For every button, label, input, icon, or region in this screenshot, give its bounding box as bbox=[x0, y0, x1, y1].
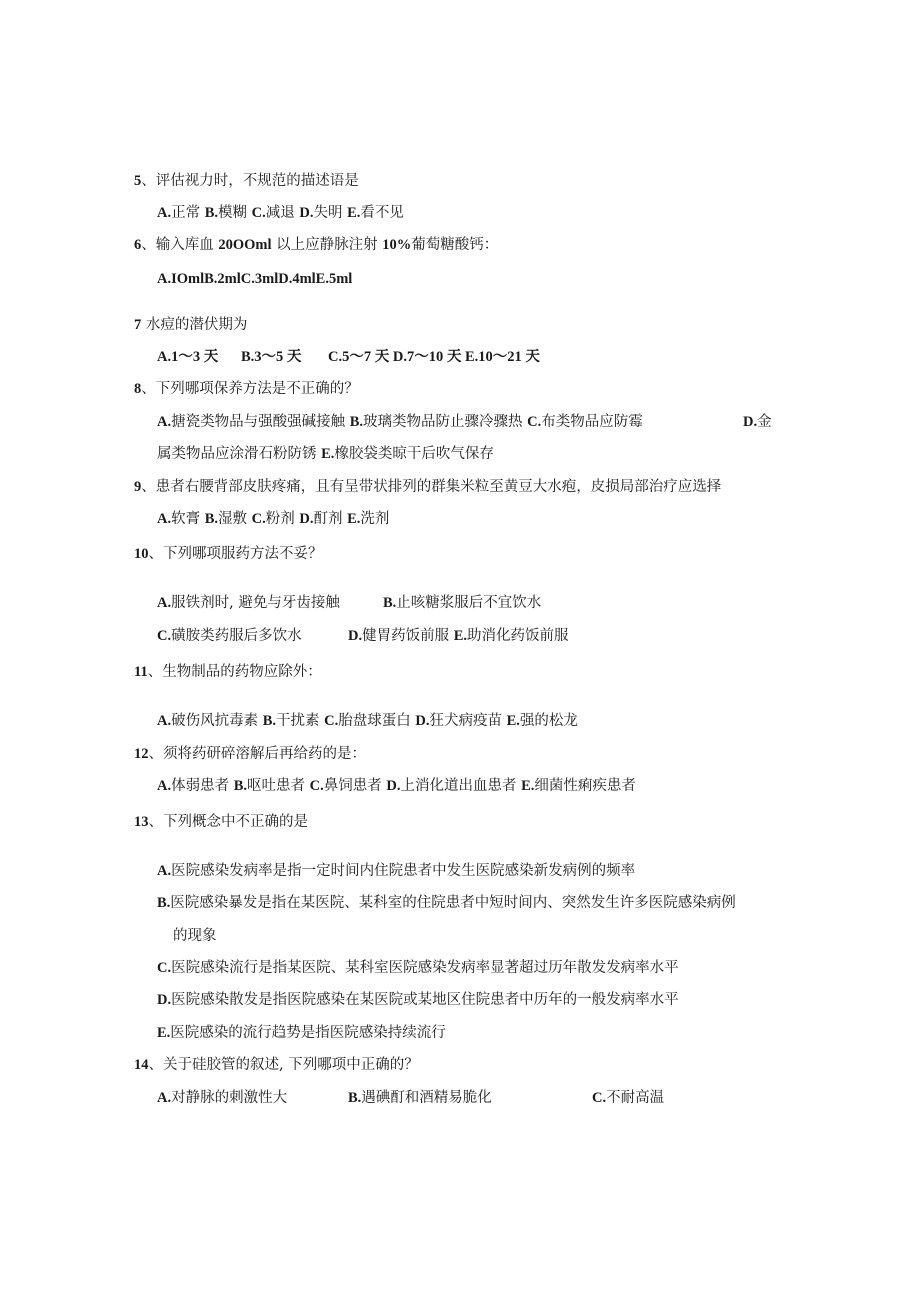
question-13-option-b-continued: 的现象 bbox=[173, 928, 217, 944]
question-9-stem: 9、患者右腰背部皮肤疼痛，且有呈带状排列的群集米粒至黄豆大水疱，皮损局部治疗应选择 bbox=[134, 479, 722, 495]
question-8-options-line2: 属类物品应涂滑石粉防锈 E.橡胶袋类晾干后吹气保存 bbox=[157, 446, 494, 462]
question-11-stem: 11、生物制品的药物应除外： bbox=[134, 664, 322, 680]
question-13-option-d: D.医院感染散发是指医院感染在某医院或某地区住院患者中历年的一般发病率水平 bbox=[157, 992, 679, 1008]
question-14-option-b: B.遇碘酊和酒精易脆化 bbox=[348, 1090, 492, 1106]
question-14-option-a: A.对静脉的刺激性大 bbox=[157, 1090, 288, 1106]
question-14-option-c: C.不耐高温 bbox=[592, 1090, 665, 1106]
question-11-options: A.破伤风抗毒素 B.干扰素 C.胎盘球蛋白 D.狂犬病疫苗 E.强的松龙 bbox=[157, 713, 578, 729]
question-10-option-b: B.止咳糖浆服后不宜饮水 bbox=[383, 595, 542, 611]
question-13-option-e: E.医院感染的流行趋势是指医院感染持续流行 bbox=[157, 1025, 446, 1041]
question-6-options: A.IOmlB.2mlC.3mlD.4mlE.5ml bbox=[157, 271, 353, 287]
question-12-stem: 12、须将药研碎溶解后再给药的是： bbox=[134, 746, 366, 762]
question-5-stem: 5、评估视力时，不规范的描述语是 bbox=[134, 173, 359, 189]
question-13-stem: 13、下列概念中不正确的是 bbox=[134, 814, 308, 830]
question-12-options: A.体弱患者 B.呕吐患者 C.鼻饲患者 D.上消化道出血患者 E.细菌性痢疾患者 bbox=[157, 778, 636, 794]
question-13-option-b: B.医院感染暴发是指在某医院、某科室的住院患者中短时间内、突然发生许多医院感染病例 bbox=[157, 895, 736, 911]
question-8-option-d: D.金 bbox=[743, 414, 772, 430]
question-7-option-a: A.1～3 天 bbox=[157, 349, 219, 365]
question-13-option-a: A.医院感染发病率是指一定时间内住院患者中发生医院感染新发病例的频率 bbox=[157, 863, 636, 879]
question-7-options-cde: C.5～7 天 D.7～10 天 E.10～21 天 bbox=[328, 349, 540, 365]
question-7-option-b: B.3～5 天 bbox=[241, 349, 302, 365]
question-14-stem: 14、关于硅胶管的叙述, 下列哪项中正确的？ bbox=[134, 1057, 419, 1073]
question-10-stem: 10、下列哪项服药方法不妥？ bbox=[134, 546, 323, 562]
question-9-options: A.软膏 B.湿敷 C.粉剂 D.酊剂 E.洗剂 bbox=[157, 511, 390, 527]
question-10-option-a: A.服铁剂时, 避免与牙齿接触 bbox=[157, 595, 340, 611]
question-8-options-line1: A.搪瓷类物品与强酸强碱接触 B.玻璃类物品防止骤冷骤热 C.布类物品应防霉 bbox=[157, 414, 643, 430]
question-8-stem: 8、下列哪项保养方法是不正确的？ bbox=[134, 381, 359, 397]
question-10-option-c: C.磺胺类药服后多饮水 bbox=[157, 628, 302, 644]
question-7-stem: 7 水痘的潜伏期为 bbox=[134, 317, 248, 333]
question-5-options: A.正常 B.模糊 C.减退 D.失明 E.看不见 bbox=[157, 205, 404, 221]
question-13-option-c: C.医院感染流行是指某医院、某科室医院感染发病率显著超过历年散发发病率水平 bbox=[157, 960, 679, 976]
question-10-options-de: D.健胃药饭前服 E.助消化药饭前服 bbox=[348, 628, 569, 644]
question-6-stem: 6、输入库血 20OOml 以上应静脉注射 10%葡萄糖酸钙： bbox=[134, 237, 499, 253]
